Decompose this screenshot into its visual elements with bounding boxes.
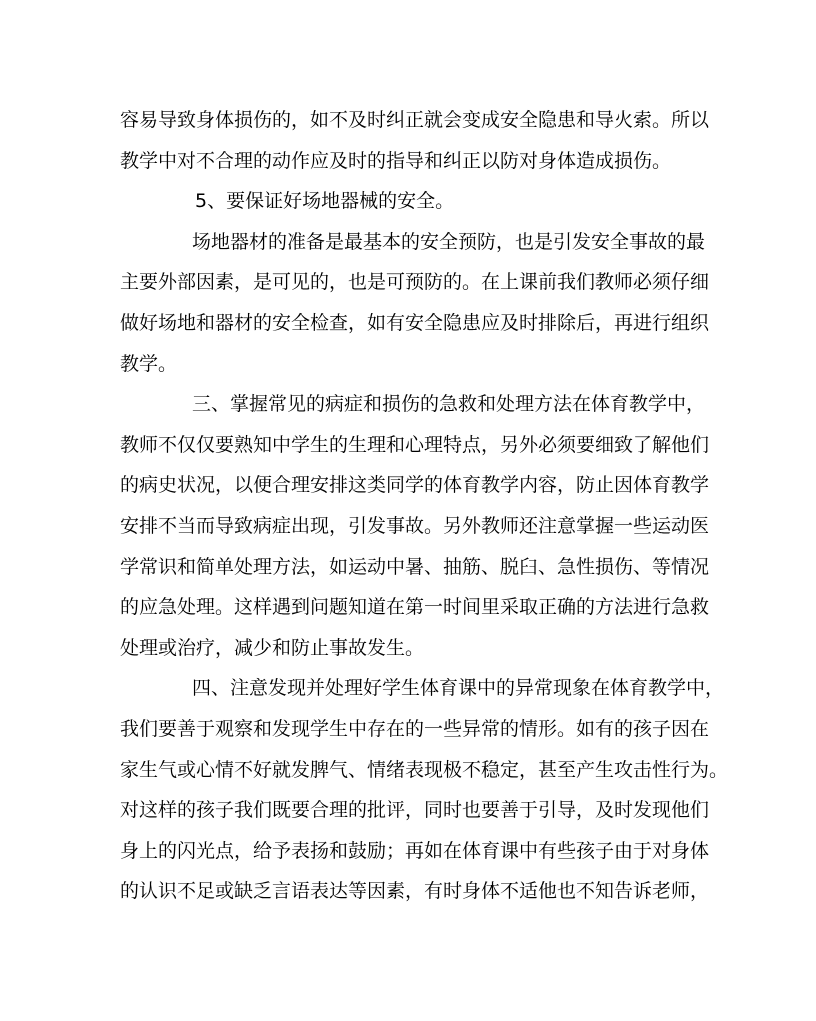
document-body (120, 100, 729, 912)
text-line: 的病史状况，以便合理安排这类同学的体育教学内容，防止因体育教学 (120, 474, 710, 497)
text-line: 处理或治疗，减少和防止事故发生。 (120, 636, 425, 659)
text-line: 对这样的孩子我们既要合理的批评，同时也要善于引导，及时发现他们 (120, 799, 710, 822)
text-line: 主要外部因素，是可见的，也是可预防的。在上课前我们教师必须仔细 (120, 271, 710, 294)
text-line: 的认识不足或缺乏言语表达等因素，有时身体不适他也不知告诉老师， (120, 880, 710, 903)
text-line: 容易导致身体损伤的，如不及时纠正就会变成安全隐患和导火索。所以 (120, 109, 710, 131)
text-line: 做好场地和器材的安全检查，如有安全隐患应及时排除后，再进行组织 (120, 311, 710, 334)
text-line: 家生气或心情不好就发脾气、情绪表现极不稳定，甚至产生攻击性行为。 (120, 758, 729, 781)
text-line: 教学中对不合理的动作应及时的指导和纠正以防对身体造成损伤。 (120, 149, 672, 172)
section-heading: 四、注意发现并处理好学生体育课中的异常现象在体育教学中， (192, 677, 725, 700)
text-line: 的应急处理。这样遇到问题知道在第一时间里采取正确的方法进行急救 (120, 596, 710, 619)
text-line: 身上的闪光点，给予表扬和鼓励；再如在体育课中有些孩子由于对身体 (120, 839, 710, 862)
text-line: 学常识和简单处理方法，如运动中暑、抽筋、脱臼、急性损伤、等情况 (120, 555, 710, 578)
section-heading: 5、要保证好场地器械的安全。 (195, 190, 455, 213)
text-line: 安排不当而导致病症出现，引发事故。另外教师还注意掌握一些运动医 (120, 514, 710, 537)
text-line: 场地器材的准备是最基本的安全预防，也是引发安全事故的最 (192, 230, 706, 253)
text-line: 我们要善于观察和发现学生中存在的一些异常的情形。如有的孩子因在 (120, 717, 710, 740)
text-line: 教学。 (120, 352, 178, 375)
section-heading: 三、掌握常见的病症和损伤的急救和处理方法在体育教学中， (192, 393, 706, 416)
text-line: 教师不仅仅要熟知中学生的生理和心理特点，另外必须要细致了解他们 (120, 433, 710, 456)
